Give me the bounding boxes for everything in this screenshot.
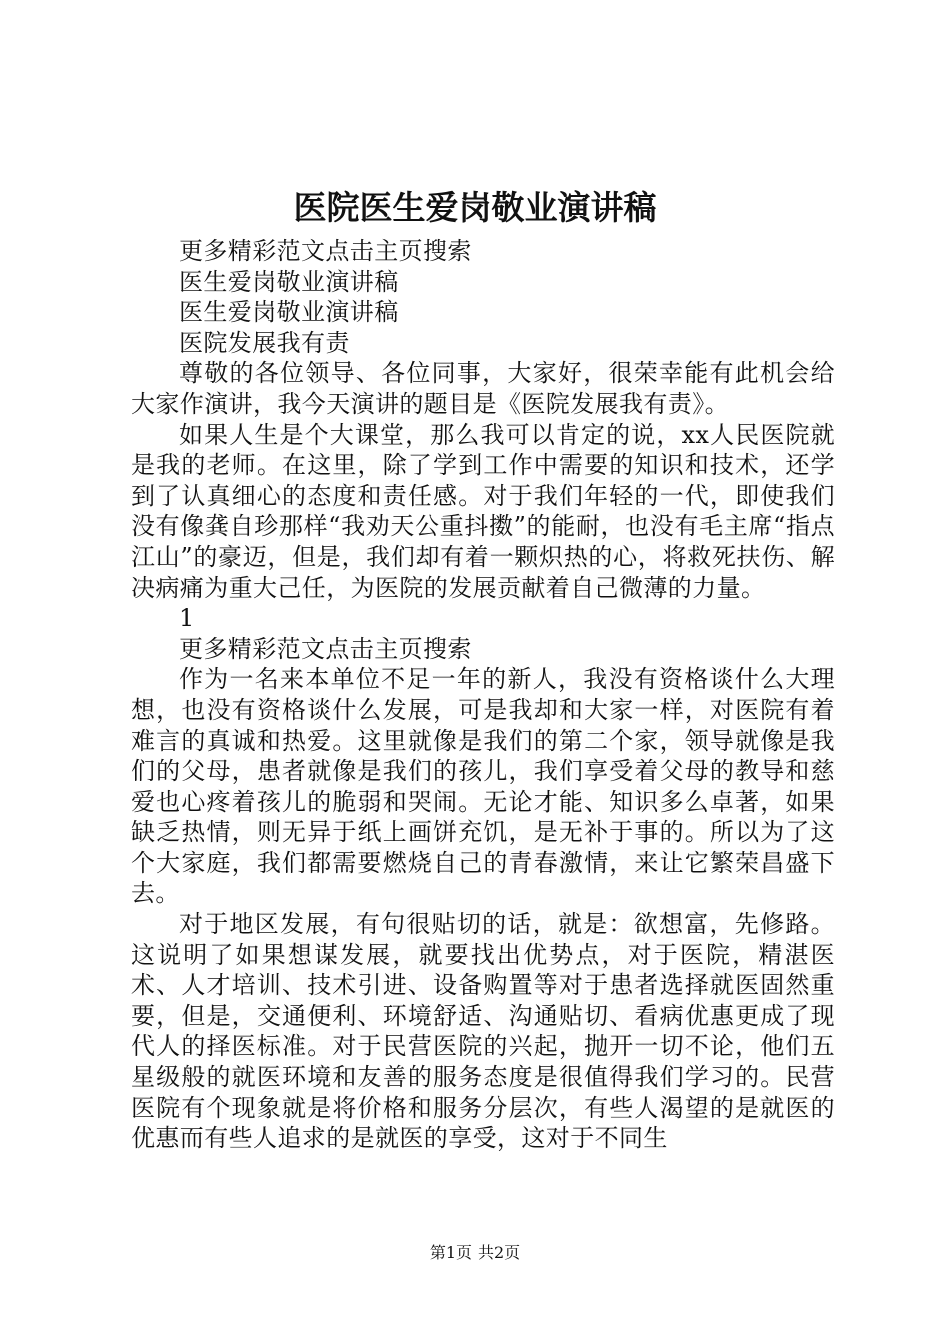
paragraph: 医生爱岗敬业演讲稿 — [179, 267, 399, 296]
page-footer — [0, 1242, 950, 1264]
paragraph: 医院发展我有责 — [179, 328, 350, 357]
page-marker: 1 — [179, 604, 195, 633]
document-body — [131, 236, 835, 1154]
paragraph: 更多精彩范文点击主页搜索 — [179, 237, 472, 265]
paragraph: 尊敬的各位领导、各位同事，大家好，很荣幸能有此机会给大家作演讲，我今天演讲的题目是《医院发展我有责》。 — [131, 359, 835, 418]
page-number-current: 第1页 — [429, 1243, 472, 1262]
paragraph: 作为一名来本单位不足一年的新人，我没有资格谈什么大理想，也没有资格谈什么发展，可是我却和大家一样，对医院有着难言的真诚和热爱。这里就像是我们的第二个家，领导就像是我们的父母，患者就像是我们的孩儿，我们享受着父母的教导和慈爱也心疼着孩儿的脆弱和哭闹。无论才能、知识多么卓著，如果缺乏热情，则无异于纸上画饼充饥，是无补于事的。所以为了这个大家庭，我们都需要燃烧自己的青春激情，来让它繁荣昌盛下去。 — [131, 665, 835, 908]
paragraph: 对于地区发展，有句很贴切的话，就是：欲想富，先修路。这说明了如果想谋发展，就要找出优势点，对于医院，精湛医术、人才培训、技术引进、设备购置等对于患者选择就医固然重要，但是，交通便利、环境舒适、沟通贴切、看病优惠更成了现代人的择医标准。对于民营医院的兴起，抛开一切不论，他们五星级般的就医环境和友善的服务态度是很值得我们学习的。民营医院有个现象就是将价格和服务分层次，有些人渴望的是就医的优惠而有些人追求的是就医的享受，这对于不同生 — [131, 910, 835, 1153]
document-title: 医院医生爱岗敬业演讲稿 — [293, 188, 657, 227]
paragraph: 如果人生是个大课堂，那么我可以肯定的说，xx人民医院就是我的老师。在这里，除了学到工作中需要的知识和技术，还学到了认真细心的态度和责任感。对于我们年轻的一代，即使我们没有像龚自珍那样“我劝天公重抖擞”的能耐，也没有毛主席“指点江山”的豪迈，但是，我们却有着一颗炽热的心，将救死扶伤、解决病痛为重大己任，为医院的发展贡献着自己微薄的力量。 — [131, 420, 835, 602]
paragraph: 更多精彩范文点击主页搜索 — [179, 634, 472, 663]
paragraph: 医生爱岗敬业演讲稿 — [179, 298, 399, 327]
page-number-total: 共2页 — [478, 1243, 521, 1262]
